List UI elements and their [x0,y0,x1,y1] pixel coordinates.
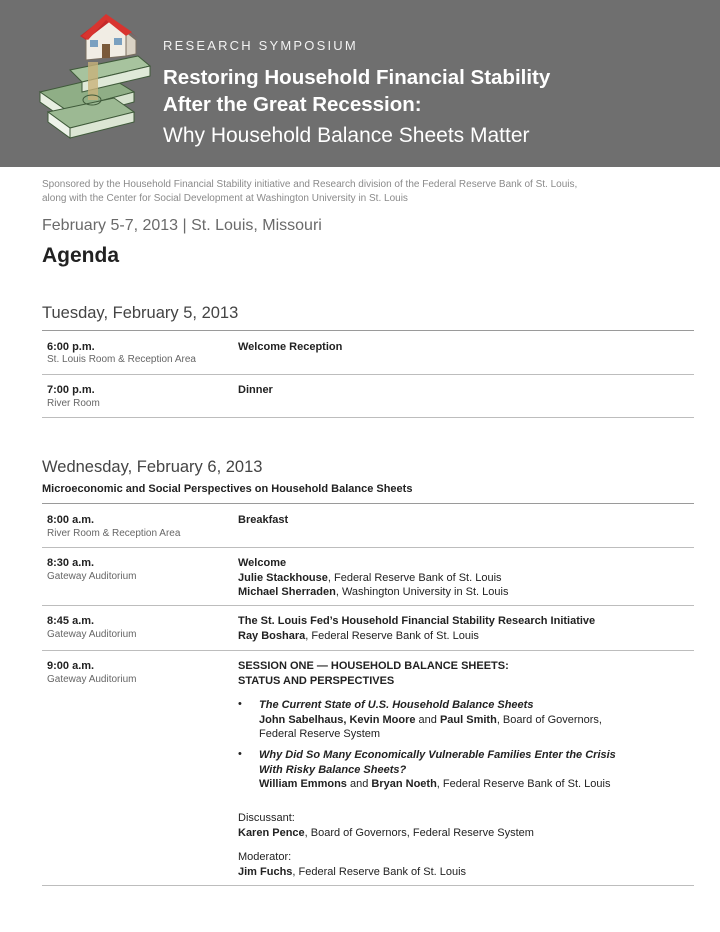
session-title [238,659,678,688]
speaker-line [238,571,678,586]
day-theme: Microeconomic and Social Perspectives on Household Balance Sheets [42,483,413,495]
author-name: William Emmons [259,778,347,790]
discussant-line [238,826,678,841]
speaker-name: Ray Boshara [238,629,306,642]
agenda-location: Gateway Auditorium [47,674,137,685]
agenda-event: The St. Louis Fed’s Household Financial Stability Research Initiative [238,615,596,627]
author-conjunction: and [415,713,440,726]
house-on-money-icon [30,14,152,144]
paper-entry [259,698,679,742]
speaker-org: , Federal Reserve Bank of St. Louis [305,629,479,642]
title-line-1: Restoring Household Financial Stability [163,66,551,89]
paper-entry [259,748,679,792]
sponsor-line-2: along with the Center for Social Development at Washington University in St. Louis [42,193,408,204]
symposium-subtitle: Why Household Balance Sheets Matter [163,124,530,147]
moderator-label: Moderator: [238,851,292,863]
agenda-location: River Room & Reception Area [47,528,181,539]
agenda-event: Dinner [238,384,273,396]
divider [42,885,694,886]
speaker-line [238,585,678,600]
divider [42,374,694,375]
divider [42,503,694,504]
agenda-time: 9:00 a.m. [47,660,95,672]
agenda-time: 6:00 p.m. [47,341,95,353]
header-banner [0,0,720,167]
speaker-org: , Federal Reserve Bank of St. Louis [327,571,502,584]
agenda-event: Welcome Reception [238,341,343,353]
agenda-time: 8:30 a.m. [47,557,95,569]
moderator-block [238,850,678,879]
author-name: Paul Smith [439,713,497,726]
moderator-line [238,865,678,880]
discussant-label: Discussant: [238,812,295,824]
author-conjunction: and [346,778,372,790]
paper-authors [259,777,679,792]
day-heading-tuesday: Tuesday, February 5, 2013 [42,304,239,322]
author-name: Kevin Moore [349,713,416,726]
author-name: Bryan Noeth [371,778,437,790]
divider [42,417,694,418]
discussant-org: , Board of Governors, Federal Reserve System [304,826,534,839]
author-name: John Sabelhaus, [259,713,347,726]
event-dateline: February 5-7, 2013 | St. Louis, Missouri [42,217,322,234]
author-org: , Board of Governors, [496,713,602,726]
divider [42,547,694,548]
divider [42,330,694,331]
agenda-location: St. Louis Room & Reception Area [47,354,196,365]
session-title-line-2: STATUS AND PERSPECTIVES [238,674,395,687]
paper-title: The Current State of U.S. Household Balance Sheets [259,699,534,711]
sponsor-note [42,178,682,206]
agenda-location: Gateway Auditorium [47,629,137,640]
agenda-location: Gateway Auditorium [47,571,137,582]
paper-title-line-1: Why Did So Many Economically Vulnerable Families Enter the Crisis [259,749,616,761]
bullet-marker: • [238,748,242,760]
moderator-name: Jim Fuchs [238,865,293,878]
speaker-org: , Washington University in St. Louis [335,586,509,598]
session-title-line-1: SESSION ONE — HOUSEHOLD BALANCE SHEETS: [238,660,509,672]
speaker-name: Julie Stackhouse [238,571,328,584]
agenda-event-block [238,614,678,643]
bullet-marker: • [238,698,242,710]
agenda-event-block [238,556,678,600]
moderator-org: , Federal Reserve Bank of St. Louis [292,865,467,878]
agenda-event: Welcome [238,557,287,569]
day-heading-wednesday: Wednesday, February 6, 2013 [42,458,263,476]
divider [42,650,694,651]
agenda-event: Breakfast [238,514,289,526]
agenda-heading: Agenda [42,244,120,267]
title-line-2: After the Great Recession: [163,93,422,116]
discussant-block [238,811,678,840]
discussant-name: Karen Pence [238,826,305,839]
author-org: , Federal Reserve Bank of St. Louis [436,778,611,790]
sponsor-line-1: Sponsored by the Household Financial Stability initiative and Research division of the Federal Reserve Bank of St. Louis, [42,179,578,190]
agenda-time: 8:00 a.m. [47,514,95,526]
paper-authors [259,713,679,728]
author-org-line: Federal Reserve System [259,728,381,740]
kicker-label: RESEARCH SYMPOSIUM [163,38,358,53]
paper-title-line-2: With Risky Balance Sheets? [259,763,407,776]
agenda-time: 7:00 p.m. [47,384,95,396]
speaker-line [238,629,678,644]
agenda-time: 8:45 a.m. [47,615,95,627]
speaker-name: Michael Sherraden [238,586,336,598]
divider [42,605,694,606]
symposium-title [163,64,703,118]
agenda-location: River Room [47,398,100,409]
